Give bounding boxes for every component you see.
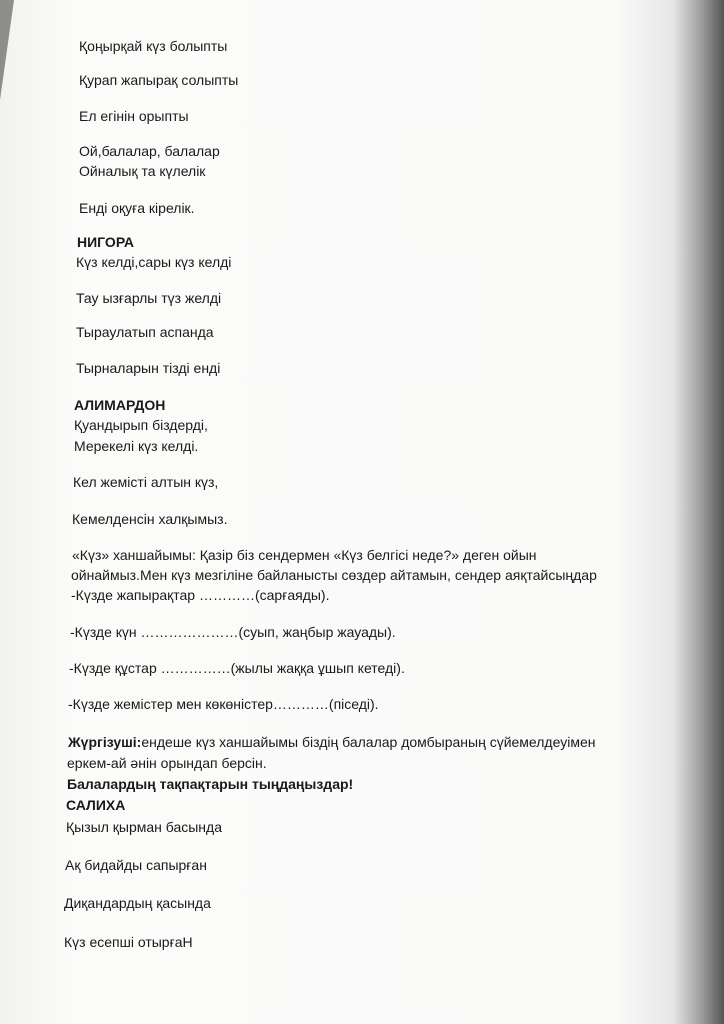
- presenter-label: Жүргізуші:: [68, 734, 142, 750]
- paragraph-line: ойнаймыз.Мен күз мезгіліне байланысты сөздер айтамын, сендер аяқтайсыңдар: [71, 567, 597, 583]
- poem-line: Күз есепші отырғаН: [64, 934, 193, 950]
- poem-line: Мерекелі күз келді.: [74, 438, 199, 454]
- game-item: -Күзде жапырақтар …………(сарғаяды).: [71, 587, 330, 603]
- game-item: -Күзде құстар ……………(жылы жаққа ұшып кетеді).: [69, 660, 405, 676]
- poem-line: Тырналарын тізді енді: [76, 360, 221, 376]
- announcement-line: Балалардың тақпақтарын тыңдаңыздар!: [67, 776, 354, 792]
- speaker-name: САЛИХА: [66, 797, 126, 813]
- poem-line: Күз келді,сары күз келді: [76, 254, 232, 270]
- paragraph-line: еркем-ай әнін орындап берсін.: [67, 755, 267, 771]
- poem-line: Ақ бидайды сапырған: [65, 857, 207, 873]
- poem-line: Қызыл қырман басында: [66, 819, 222, 835]
- poem-line: Қуандырып біздерді,: [74, 417, 208, 433]
- poem-line: Қоңырқай күз болыпты: [79, 38, 228, 54]
- poem-line: Тыраулатып аспанда: [76, 324, 214, 340]
- paragraph-line: «Күз» ханшайымы: Қазір біз сендермен «Күз белгісі неде?» деген ойын: [72, 547, 537, 563]
- poem-line: Ой,балалар, балалар: [79, 143, 220, 159]
- game-item: -Күзде жемістер мен көкөністер…………(піседі).: [68, 696, 379, 712]
- poem-line: Диқандардың қасында: [64, 895, 211, 911]
- poem-line: Кел жемісті алтын күз,: [73, 474, 219, 490]
- poem-line: Кемелденсін халқымыз.: [72, 511, 228, 527]
- speaker-name: НИГОРА: [77, 234, 135, 250]
- presenter-line: [68, 733, 595, 751]
- game-item: -Күзде күн …………………(суып, жаңбыр жауады).: [70, 624, 396, 640]
- poem-line: Енді оқуға кірелік.: [79, 200, 195, 216]
- poem-line: Тау ызғарлы түз желді: [76, 290, 222, 306]
- speaker-name: АЛИМАРДОН: [74, 397, 166, 413]
- presenter-text: ендеше күз ханшайымы біздің балалар домбыраның сүйемелдеуімен: [141, 734, 596, 750]
- poem-line: Ойналық та күлелік: [79, 163, 206, 179]
- poem-line: Ел егінін орыпты: [79, 108, 189, 124]
- poem-line: Қурап жапырақ солыпты: [79, 72, 239, 88]
- page-fold-shadow: [0, 0, 14, 100]
